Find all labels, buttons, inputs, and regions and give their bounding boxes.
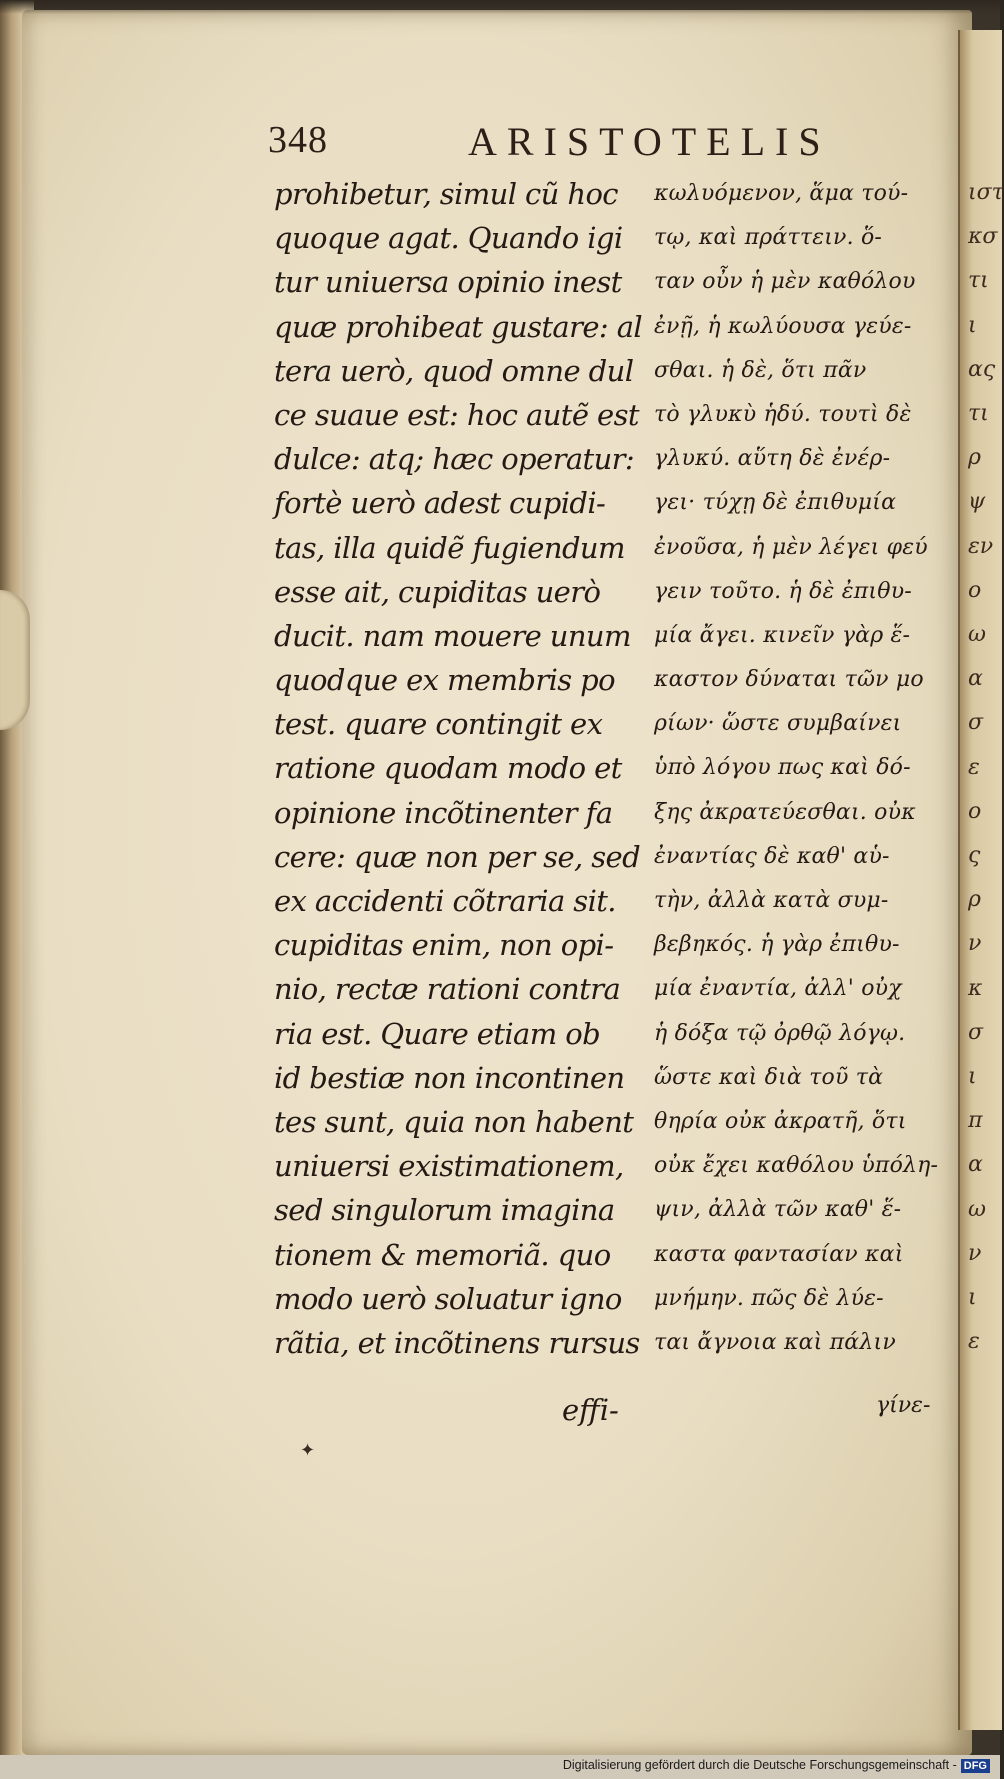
greek-text-line: γειν τοῦτο. ἡ δὲ ἐπιθυ-	[654, 578, 912, 604]
adjacent-page-fragment: ι	[968, 312, 977, 338]
latin-text-line: esse ait, cupiditas uerò	[274, 574, 601, 609]
latin-text-line: tionem & memoriã. quo	[274, 1237, 611, 1272]
adjacent-page-fragment: ιστ	[968, 180, 1004, 205]
dfg-logo: DFG	[961, 1759, 990, 1773]
greek-catchword: γίνε-	[876, 1393, 931, 1418]
latin-text-line: rãtia, et incõtinens rursus	[274, 1325, 640, 1360]
greek-text-line: μνήμην. πῶς δὲ λύε-	[654, 1285, 884, 1311]
adjacent-page-fragment: τι	[968, 268, 989, 294]
adjacent-page-fragment: π	[968, 1108, 983, 1134]
latin-catchword: effi-	[562, 1393, 619, 1427]
latin-column	[274, 172, 643, 1365]
greek-text-line: ὑπὸ λόγου πως καὶ δό-	[654, 755, 911, 781]
adjacent-page-fragment: ς	[968, 843, 981, 868]
adjacent-page-fragment: κ	[968, 975, 983, 1001]
greek-text-line: ἐνῇ, ἡ κωλύουσα γεύε-	[654, 313, 912, 339]
greek-text-line: θηρία οὐκ ἀκρατῆ, ὅτι	[654, 1108, 907, 1134]
top-shadow	[0, 0, 1000, 14]
greek-text-line: ται ἄγνοια καὶ πάλιν	[654, 1329, 896, 1355]
greek-text-line: ρίων· ὥστε συμβαίνει	[654, 711, 902, 737]
greek-text-line: οὐκ ἔχει καθόλου ὑπόλη-	[654, 1153, 939, 1179]
greek-text-line: καστον δύναται τῶν μο	[654, 667, 924, 693]
greek-text-line: μία ἐναντία, ἀλλ' οὐχ	[654, 976, 902, 1002]
latin-text-line: nio, rectæ rationi contra	[274, 972, 621, 1007]
greek-text-line: βεβηκός. ἡ γὰρ ἐπιθυ-	[654, 932, 900, 958]
latin-text-line: quæ prohibeat gustare: al	[274, 309, 643, 344]
greek-text-line: ψιν, ἀλλὰ τῶν καθ' ἕ-	[654, 1197, 902, 1223]
digitization-credit	[563, 1758, 990, 1773]
greek-text-line: τῳ, καὶ πράττειν. ὅ-	[654, 225, 883, 251]
latin-text-line: dulce: atq; hæc operatur:	[274, 442, 635, 477]
latin-text-line: tas, illa quidẽ fugiendum	[274, 530, 625, 565]
greek-text-line: τὴν, ἀλλὰ κατὰ συμ-	[654, 888, 889, 913]
adjacent-page-fragment: ι	[968, 1064, 977, 1089]
greek-text-line: γλυκύ. αὕτη δὲ ἐνέρ-	[654, 446, 891, 472]
adjacent-page-fragment: τι	[968, 401, 989, 426]
adjacent-page-fragment: σ	[968, 710, 984, 736]
greek-text-line: ταν οὖν ἡ μὲν καθόλου	[654, 269, 916, 295]
adjacent-page-fragment: ψ	[968, 489, 986, 515]
adjacent-page-fragment: εν	[968, 533, 994, 559]
adjacent-page-fragment: σ	[968, 1019, 984, 1045]
latin-text-line: test. quare contingit ex	[274, 707, 603, 742]
greek-text-line: καστα φαντασίαν καὶ	[654, 1241, 904, 1267]
adjacent-page-fragment: ν	[968, 1240, 982, 1266]
latin-text-line: ex accidenti cõtraria sit.	[274, 884, 616, 918]
latin-text-line: uniuersi existimationem,	[274, 1149, 624, 1184]
latin-text-line: prohibetur, simul cũ hoc	[274, 177, 618, 211]
latin-text-line: fortè uerò adest cupidi-	[274, 486, 606, 521]
adjacent-page-fragment: ν	[968, 931, 982, 957]
latin-text-line: cupiditas enim, non opi-	[274, 928, 614, 963]
adjacent-page-fragment: ι	[968, 1285, 977, 1310]
greek-text-line: ἡ δόξα τῷ ὀρθῷ λόγῳ.	[654, 1020, 906, 1046]
greek-text-line: γει· τύχῃ δὲ ἐπιθυμία	[654, 490, 897, 516]
latin-text-line: sed singulorum imagina	[274, 1193, 615, 1228]
latin-text-line: ratione quodam modo et	[274, 751, 622, 786]
latin-text-line: tera uerò, quod omne dul	[274, 353, 634, 388]
greek-text-line: ὥστε καὶ διὰ τοῦ τὰ	[654, 1064, 884, 1090]
adjacent-page-fragment: α	[968, 1152, 983, 1178]
latin-text-line: ria est. Quare etiam ob	[274, 1016, 601, 1051]
page-edge-tab	[0, 590, 30, 730]
greek-text-line: ἐνοῦσα, ἡ μὲν λέγει φεύ	[654, 534, 928, 560]
greek-text-line: τὸ γλυκὺ ἡδύ. τουτὶ δὲ	[654, 401, 912, 427]
adjacent-page-fragment: ε	[968, 1329, 980, 1355]
adjacent-page-fragment: ρ	[968, 887, 981, 913]
adjacent-page-edge	[958, 30, 1002, 1730]
adjacent-page-fragment: ο	[968, 577, 982, 603]
latin-text-line: opinione incõtinenter fa	[274, 795, 613, 830]
latin-text-line: tur uniuersa opinio inest	[274, 265, 622, 300]
latin-text-line: id bestiæ non incontinen	[274, 1060, 625, 1095]
adjacent-page-fragment: ρ	[968, 445, 981, 471]
greek-text-line: σθαι. ἡ δὲ, ὅτι πᾶν	[654, 357, 867, 383]
ink-speck: ✦	[300, 1440, 316, 1460]
latin-text-line: cere: quæ non per se, sed	[274, 839, 641, 874]
latin-text-line: ducit. nam mouere unum	[274, 618, 631, 653]
running-head: ARISTOTELIS	[468, 119, 831, 164]
latin-text-line: ce suaue est: hoc autẽ est	[274, 397, 639, 432]
adjacent-page-fragment: κσ	[968, 224, 998, 250]
greek-text-line: μία ἄγει. κινεῖν γὰρ ἕ-	[654, 622, 911, 648]
greek-text-line: κωλυόμενον, ἅμα τού-	[654, 181, 909, 206]
adjacent-page-fragment: α	[968, 666, 983, 692]
latin-text-line: tes sunt, quia non habent	[274, 1104, 634, 1139]
greek-text-line: ἐναντίας δὲ καθ' αὑ-	[654, 843, 890, 869]
adjacent-page-fragment: ε	[968, 754, 980, 780]
greek-text-line: ξης ἀκρατεύεσθαι. οὐκ	[654, 799, 916, 825]
latin-text-line: quoque agat. Quando igi	[274, 221, 623, 256]
adjacent-page-fragment: ας	[968, 356, 996, 382]
adjacent-page-fragment: ω	[968, 1196, 986, 1222]
latin-text-line: modo uerò soluatur igno	[274, 1281, 622, 1316]
greek-column	[654, 172, 954, 1365]
page-number: 348	[268, 119, 328, 161]
credit-text: Digitalisierung gefördert durch die Deutsche Forschungsgemeinschaft -	[562, 1758, 957, 1772]
adjacent-page-fragment: ω	[968, 622, 986, 647]
latin-text-line: quodque ex membris po	[274, 663, 616, 698]
adjacent-page-fragment: ο	[968, 798, 982, 824]
